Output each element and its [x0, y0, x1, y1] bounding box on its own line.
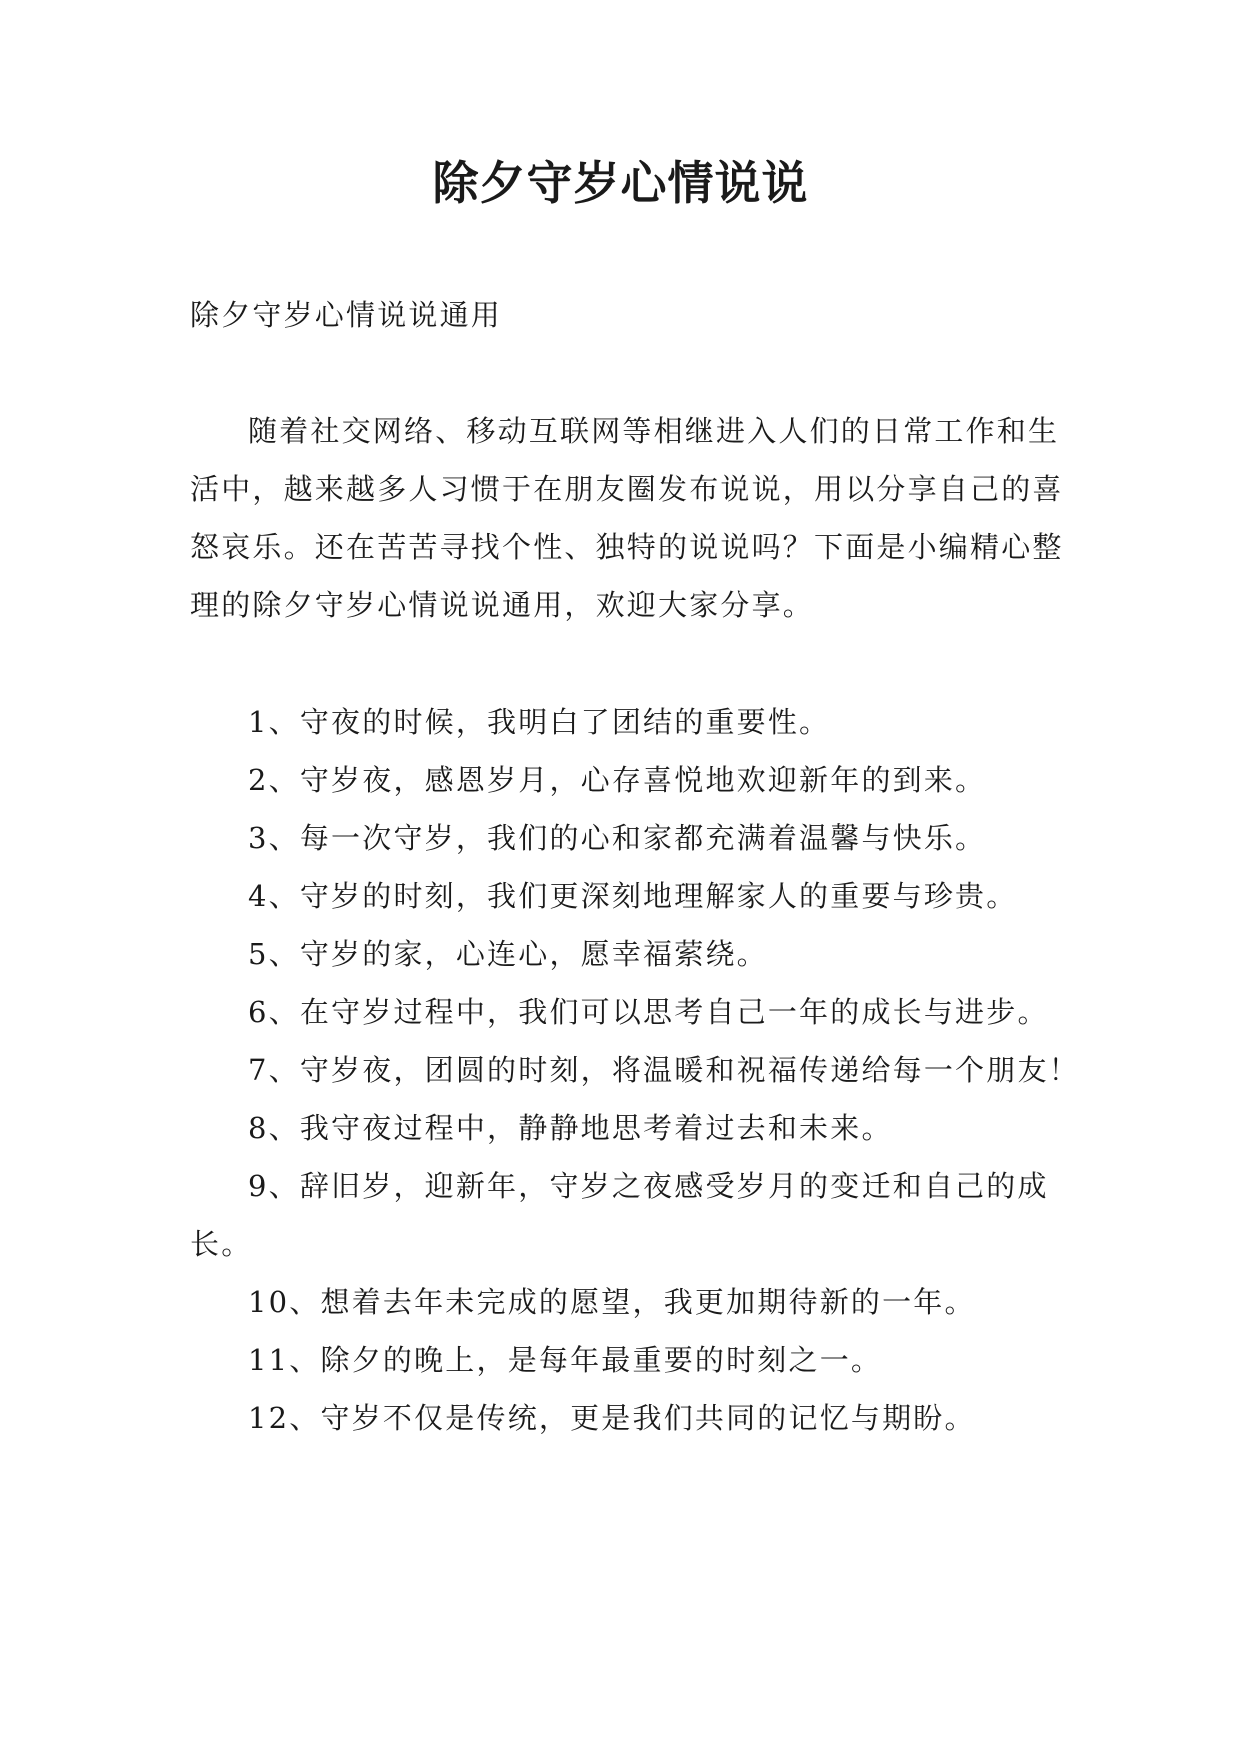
document-subtitle: 除夕守岁心情说说通用: [190, 298, 503, 332]
list-item: 7、守岁夜，团圆的时刻，将温暖和祝福传递给每一个朋友！: [248, 1053, 1080, 1087]
list-item: 10、想着去年未完成的愿望，我更加期待新的一年。: [248, 1285, 976, 1319]
list-item: 11、除夕的晚上，是每年最重要的时刻之一。: [248, 1343, 883, 1377]
list-item: 1、守夜的时候，我明白了团结的重要性。: [248, 705, 831, 739]
list-item: 5、守岁的家，心连心，愿幸福萦绕。: [248, 937, 768, 971]
quote-list: [190, 693, 1080, 1447]
list-item: 3、每一次守岁，我们的心和家都充满着温馨与快乐。: [248, 821, 987, 855]
list-item: 9、辞旧岁，迎新年，守岁之夜感受岁月的变迁和自己的成长。: [190, 1169, 1049, 1261]
list-item: 2、守岁夜，感恩岁月，心存喜悦地欢迎新年的到来。: [248, 763, 987, 797]
document-title: 除夕守岁心情说说: [432, 156, 809, 210]
list-item: 6、在守岁过程中，我们可以思考自己一年的成长与进步。: [248, 995, 1049, 1029]
intro-paragraph: 随着社交网络、移动互联网等相继进入人们的日常工作和生活中，越来越多人习惯于在朋友圈发布说说，用以分享自己的喜怒哀乐。还在苦苦寻找个性、独特的说说吗？下面是小编精心整理的除夕守岁心情说说通用，欢迎大家分享。: [190, 414, 1064, 622]
list-item: 4、守岁的时刻，我们更深刻地理解家人的重要与珍贵。: [248, 879, 1018, 913]
list-item: 12、守岁不仅是传统，更是我们共同的记忆与期盼。: [248, 1401, 976, 1435]
list-item: 8、我守夜过程中，静静地思考着过去和未来。: [248, 1111, 893, 1145]
